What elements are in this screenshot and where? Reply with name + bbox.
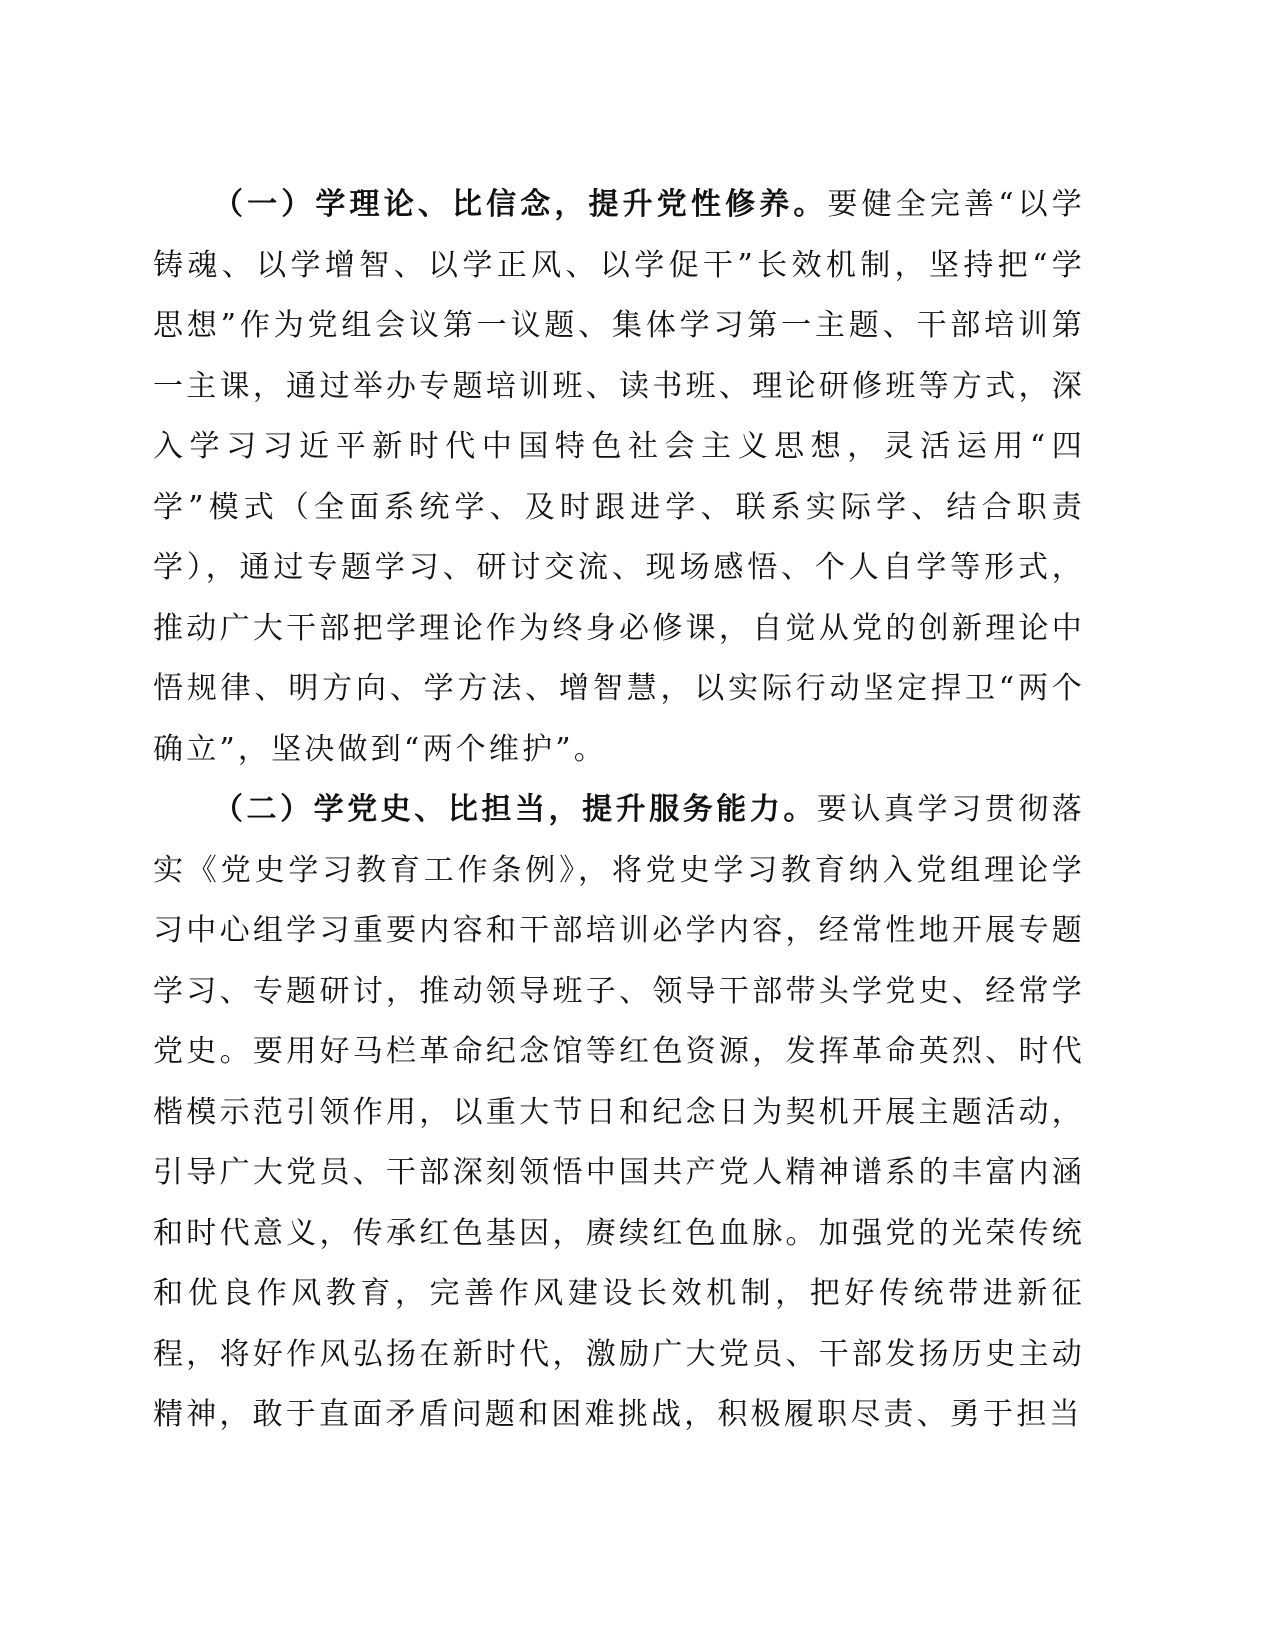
paragraph-1	[153, 175, 1085, 780]
paragraph-2-heading: （二）学党史、比担当，提升服务能力。	[213, 792, 817, 827]
paragraph-2-text: 要认真学习贯彻落实《党史学习教育工作条例》，将党史学习教育纳入党组理论学习中心组学习重要内容和干部培训必学内容，经常性地开展专题学习、专题研讨，推动领导班子、领导干部带头学党史、经常学党史。要用好马栏革命纪念馆等红色资源，发挥革命英烈、时代楷模示范引领作用，以重大节日和纪念日为契机开展主题活动，引导广大党员、干部深刻领悟中国共产党人精神谱系的丰富内涵和时代意义，传承红色基因，赓续红色血脉。加强党的光荣传统和优良作风教育，完善作风建设长效机制，把好传统带进新征程，将好作风弘扬在新时代，激励广大党员、干部发扬历史主动精神，敢于直面矛盾问题和困难挑战，积极履职尽责、勇于担当	[153, 792, 1085, 1432]
paragraph-1-text: 要健全完善“以学铸魂、以学增智、以学正风、以学促干”长效机制，坚持把“学思想”作为党组会议第一议题、集体学习第一主题、干部培训第一主课，通过举办专题培训班、读书班、理论研修班等方式，深入学习习近平新时代中国特色社会主义思想，灵活运用“四学”模式（全面系统学、及时跟进学、联系实际学、结合职责学），通过专题学习、研讨交流、现场感悟、个人自学等形式，推动广大干部把学理论作为终身必修课，自觉从党的创新理论中悟规律、明方向、学方法、增智慧，以实际行动坚定捍卫“两个确立”，坚决做到“两个维护”。	[153, 187, 1086, 767]
paragraph-1-heading: （一）学理论、比信念，提升党性修养。	[213, 187, 828, 222]
paragraph-2	[153, 780, 1085, 1446]
document-body	[153, 175, 1085, 1446]
